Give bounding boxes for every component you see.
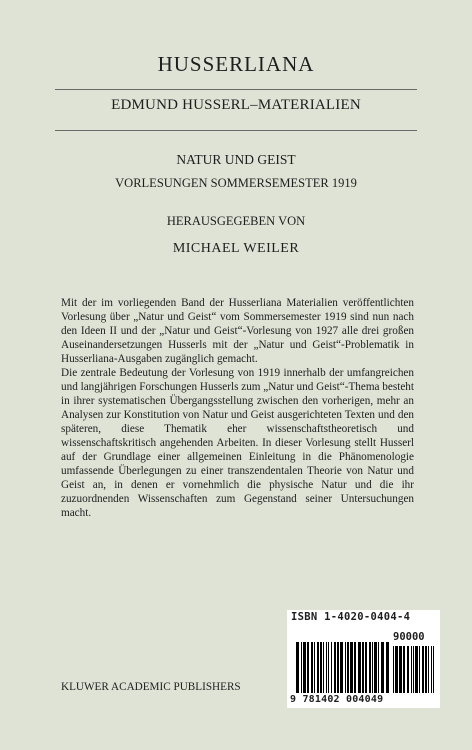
barcode-bar (369, 642, 371, 693)
barcode-bar (362, 642, 364, 693)
barcode-bar (425, 646, 427, 693)
barcode-bar (365, 642, 367, 693)
publisher: KLUWER ACADEMIC PUBLISHERS (61, 681, 241, 693)
barcode-bar (323, 642, 324, 693)
barcode-bar (320, 642, 322, 693)
barcode-bar (350, 642, 353, 693)
barcode-bar (422, 646, 424, 693)
barcode-bar (407, 646, 409, 693)
barcode-bar (413, 646, 414, 693)
barcode-bar (301, 642, 302, 693)
barcode-bar (347, 642, 349, 693)
barcode-bar (415, 646, 418, 693)
barcode-bar (340, 642, 343, 693)
barcode-bar (314, 642, 315, 693)
barcode-bar (431, 646, 432, 693)
barcode-bar (411, 646, 412, 693)
barcode-bar (296, 642, 299, 693)
barcode-bar (328, 642, 329, 693)
blurb-paragraph-1: Mit der im vorliegenden Band der Husserliana Materialien veröffentlichten Vorlesung über „Natur und Geist“ vom Sommersemester 1919 sind nun nach den Ideen II und der „Natur und Geist“-Vorlesung von 1927 alle drei großen Auseinandersetzungen Husserls mit der „Natur und Geist“-Problematik in Husserliana-Ausgaben zugänglich gemacht. (61, 297, 414, 365)
barcode-bar (378, 642, 379, 693)
barcode-bar (381, 642, 384, 693)
barcode-bar (317, 642, 319, 693)
book-subtitle: VORLESUNGEN SOMMERSEMESTER 1919 (115, 176, 357, 190)
editor-name: MICHAEL WEILER (172, 241, 300, 256)
top-divider (55, 89, 417, 90)
barcode-bar (372, 642, 373, 693)
barcode-bar (311, 642, 313, 693)
book-title: NATUR UND GEIST (176, 152, 296, 167)
barcode-bar (334, 642, 336, 693)
barcode-bar (393, 646, 394, 693)
barcode-bar (326, 642, 327, 693)
ean-barcode-bars (296, 642, 390, 693)
barcode (287, 610, 440, 708)
barcode-bar (403, 646, 405, 693)
isbn-text: ISBN 1-4020-0404-4 (291, 611, 411, 623)
ean-digits: 9 781402 004049 (290, 694, 384, 705)
barcode-bar (399, 646, 402, 693)
addon-barcode-bars (393, 646, 437, 693)
barcode-bar (419, 646, 420, 693)
barcode-bar (354, 642, 356, 693)
series-subtitle: EDMUND HUSSERL–MATERIALIEN (111, 97, 361, 113)
barcode-bar (395, 646, 398, 693)
barcode-bar (307, 642, 309, 693)
barcode-bar (358, 642, 361, 693)
bottom-divider (55, 130, 417, 131)
price-code: 90000 (393, 631, 425, 643)
barcode-bar (428, 646, 429, 693)
barcode-bar (345, 642, 346, 693)
editor-label: HERAUSGEGEBEN VON (166, 214, 306, 228)
blurb (61, 296, 414, 520)
barcode-bar (331, 642, 332, 693)
blurb-paragraph-2: Die zentrale Bedeutung der Vorlesung von 1919 innerhalb der umfangreichen und langjährigen Forschungen Husserls zum „Natur und Geist“-Thema besteht in ihrer systematischen Übergangsstellung zwischen den vorherigen, mehr an Analysen zur Konstitution von Natur und Geist ausgerichteten Texten und den späteren, diese Thematik eher wissenschaftstheoretisch und wissenschaftskritisch angehenden Arbeiten. In dieser Vorlesung stellt Husserl auf der Grundlage einer allgemeinen Einleitung in die Phänomenologie umfassende Überlegungen zu einer transzendentalen Theorie von Natur und Geist an, in denen er vornehmlich die physische Natur und die ihr zuzuordnenden Wissenschaften zum Gegenstand seiner Untersuchungen macht. (61, 367, 414, 519)
barcode-bar (303, 642, 306, 693)
barcode-bar (433, 646, 434, 693)
barcode-bar (386, 642, 389, 693)
barcode-bar (374, 642, 377, 693)
barcode-bar (337, 642, 339, 693)
series-title: HUSSERLIANA (157, 52, 315, 76)
